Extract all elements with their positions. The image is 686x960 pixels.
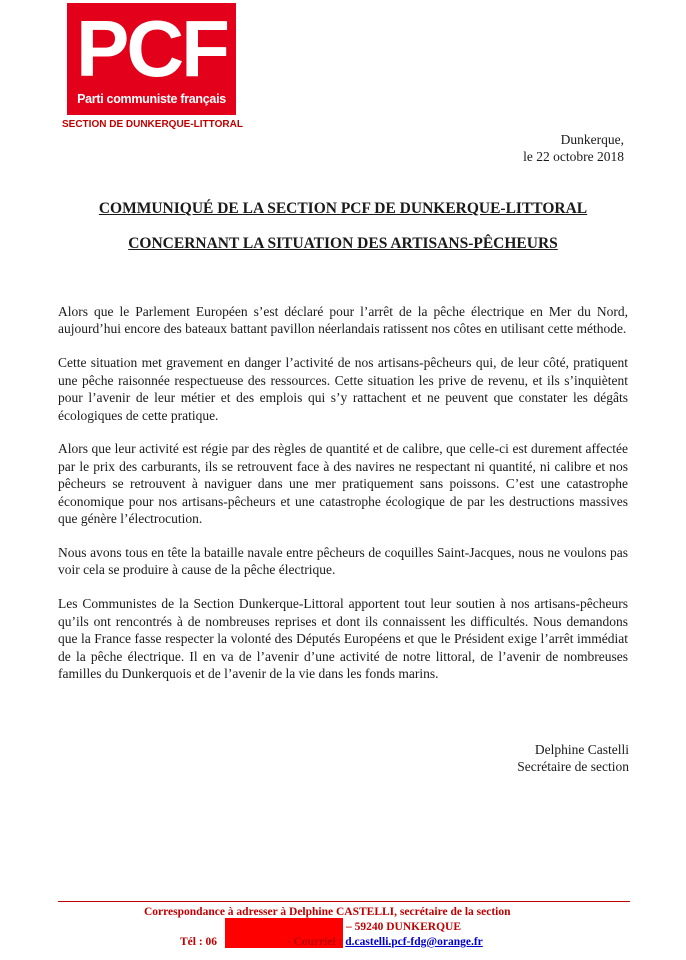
- section-label: SECTION DE DUNKERQUE-LITTORAL: [62, 119, 243, 130]
- tel-label: Tél : 06: [180, 936, 218, 948]
- pcf-logo: [67, 3, 236, 115]
- title-line-2: CONCERNANT LA SITUATION DES ARTISANS-PÊCHEURS: [128, 235, 558, 252]
- logo-party-name: Parti communiste français: [77, 92, 226, 106]
- logo-acronym: PCF: [76, 4, 227, 93]
- paragraph: Alors que leur activité est régie par des règles de quantité et de calibre, que celle-ci est durement affectée par le prix des carburants, ils se retrouvent face à des navires ne respectant ni quantité, ni calibre et nos pêcheurs se retrouvent à naviguer dans une mer pratiquement sans poissons. C’est une catastrophe économique pour nos artisans-pêcheurs et une catastrophe écologique de par les destructions massives que génère l’électrocution.: [58, 441, 628, 527]
- city: Dunkerque,: [560, 132, 624, 147]
- communique-body: [58, 303, 628, 699]
- footer-correspondence: Correspondance à adresser à Delphine CASTELLI, secrétaire de la section: [144, 906, 511, 918]
- signature-block: [517, 741, 629, 776]
- footer-contact: [180, 935, 483, 950]
- date-block: [523, 131, 624, 165]
- email-link[interactable]: d.castelli.pcf-fdg@orange.fr: [345, 936, 483, 948]
- footer-address: – 59240 DUNKERQUE: [346, 921, 462, 933]
- paragraph: Alors que le Parlement Européen s’est déclaré pour l’arrêt de la pêche électrique en Mer du Nord, aujourd’hui encore des bateaux battant pavillon néerlandais ratissent nos côtes en utilisant cette méthode.: [58, 304, 628, 337]
- courriel-label: - Courriel :: [286, 936, 343, 948]
- title-line-1: COMMUNIQUÉ DE LA SECTION PCF DE DUNKERQUE-LITTORAL: [98, 200, 588, 217]
- paragraph: Cette situation met gravement en danger l’activité de nos artisans-pêcheurs qui, de leur côté, pratiquent une pêche raisonnée respectueuse des ressources. Cette situation les prive de revenu, et ils s’inquiètent pour l’avenir de leur métier et des emplois qui s’y rattachent et ne peuvent que constater les dégâts écologiques de cette pratique.: [58, 355, 628, 423]
- paragraph: Les Communistes de la Section Dunkerque-Littoral apportent tout leur soutien à nos artisans-pêcheurs qu’ils ont rencontrés à de nombreuses reprises et dont ils connaissent les difficultés. Nous demandons que la France fasse respecter la volonté des Députés Européens et que le Président exige l’arrêt immédiat de la pêche électrique. Il en va de l’avenir d’une activité de notre littoral, de l’avenir de nombreuses familles du Dunkerquois et de l’avenir de la vie dans les fonds marins.: [58, 596, 628, 681]
- date: le 22 octobre 2018: [523, 149, 624, 164]
- footer-divider: [58, 901, 630, 902]
- paragraph: Nous avons tous en tête la bataille navale entre pêcheurs de coquilles Saint-Jacques, nous ne voulons pas voir cela se produire à cause de la pêche électrique.: [58, 544, 628, 578]
- signatory-role: Secrétaire de section: [517, 759, 629, 775]
- signatory-name: Delphine Castelli: [534, 742, 629, 757]
